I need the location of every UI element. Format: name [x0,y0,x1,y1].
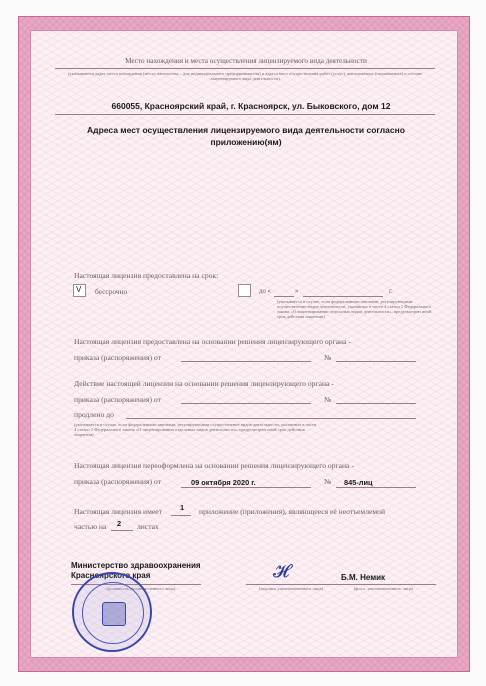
address: 660055, Красноярский край, г. Красноярск, ул. Быковского, дом 12 [111,101,391,111]
signer-name: Б.М. Немик [341,573,386,582]
extended-text1: Действие настоящей лицензии на основании решения лицензирующего органа - [74,379,334,388]
org-line2: Красноярского края [71,571,151,580]
signature-mark: 𝓗 [273,561,290,582]
basis-text1: Настоящая лицензия предоставлена на основании решения лицензирующего органа - [74,337,351,346]
annex-text2: приложение (приложения), являющееся её неотъемлемой [199,507,386,516]
extended-text3: продлено до [74,410,114,419]
reissued-no: № [324,477,332,486]
extended-no: № [324,395,332,404]
check-mark: V [76,285,82,294]
annex-text3: частью на [74,522,107,531]
reissued-number: 845-лиц [344,478,373,487]
coat-of-arms-icon [102,602,126,626]
reissued-text1: Настоящая лицензия переоформлена на основании решения лицензирующего органа - [74,461,354,470]
org-line1: Министерство здравоохранения [71,561,201,570]
reissued-date: 09 октября 2020 г. [191,478,256,487]
until-prefix: до « [259,288,271,295]
basis-no: № [324,353,332,362]
annex-text1: Настоящая лицензия имеет [74,507,162,516]
official-stamp [72,572,152,652]
annex-count: 1 [180,503,185,512]
annex-sheets: 2 [117,519,122,528]
extended-note: (указывается в случае, если федеральными законами, регулирующими осуществление видов деятельности, указанных в части 4 статьи 1 Федерального закона «О лицензировании отдельных видов деятельности», предусмотрен иной срок действия лицензии) [74,422,317,437]
header-note: (указываются адрес места нахождения (места жительства – для индивидуального предпринимателя) и адреса мест осуществления работ (услуг), выполняемых (оказываемых) в составе лицензируемого вида деятельности) [67,71,423,81]
caption-name: (ф.и.о. уполномоченного лица) [353,586,414,591]
term-note: (указывается в случае, если федеральными законами, регулирующими осуществление видов деятельности, указанных в части 4 статьи 1 Федерального закона «О лицензировании отдельных видов деятельности», предусмотрен иной срок действия лицензии) [277,299,432,319]
extended-text2: приказа (распоряжения) от [74,395,161,404]
annex-title: Адреса мест осуществления лицензируемого вида деятельности согласно приложению(ям) [87,125,405,147]
term-label: Настоящая лицензия предоставлена на срок: [74,271,219,280]
until-suffix: г. [389,288,393,295]
basis-text2: приказа (распоряжения) от [74,353,161,362]
until-checkbox [238,284,251,297]
caption-position: (должность уполномоченного лица) [106,586,176,591]
reissued-text2: приказа (распоряжения) от [74,477,161,486]
document-body [30,30,458,658]
header-title: Место нахождения и места осуществления лицензируемого вида деятельности [125,57,367,65]
caption-sign: (подпись уполномоченного лица) [259,586,323,591]
unlimited-label: бессрочно [95,287,128,296]
until-mid: » [295,288,299,295]
annex-text4: листах [137,522,159,531]
